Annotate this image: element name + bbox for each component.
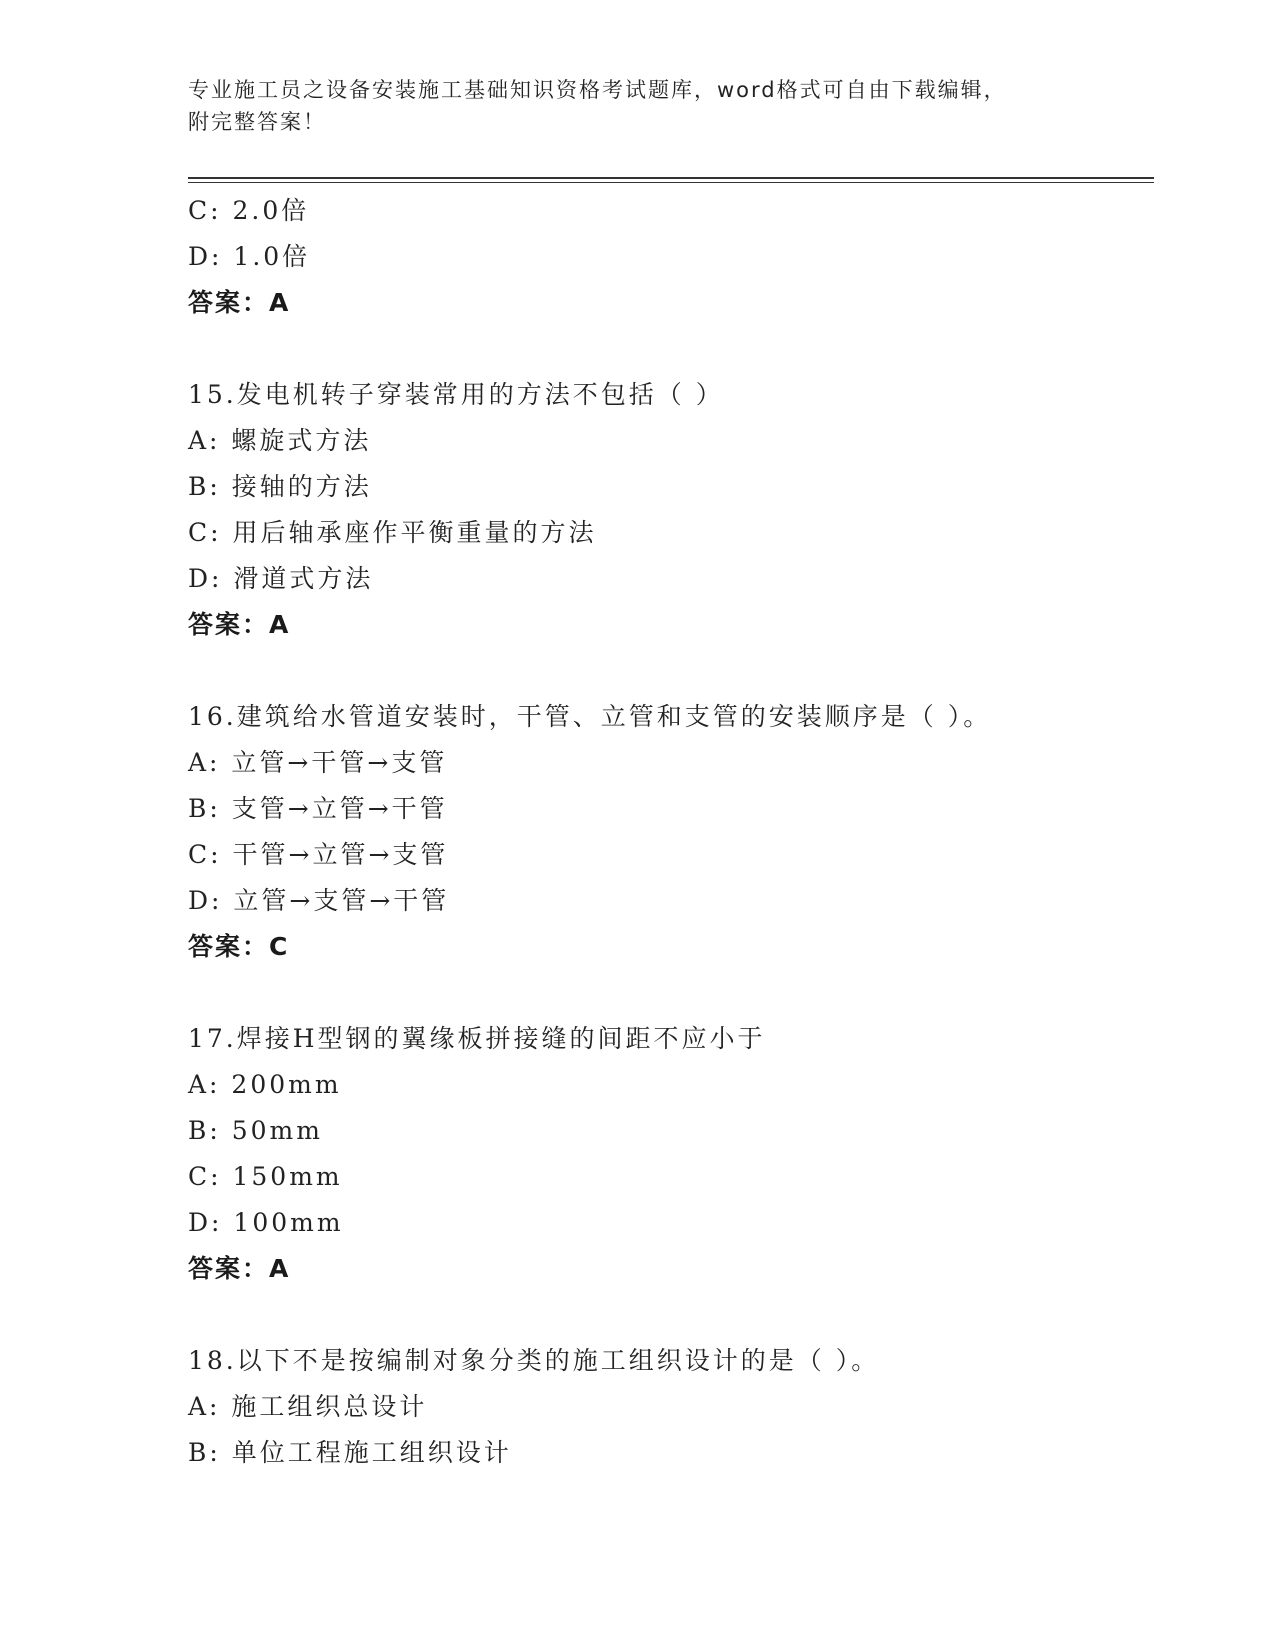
previous-question-tail <box>188 188 1154 326</box>
spacer <box>188 1292 1154 1338</box>
spacer <box>188 648 1154 694</box>
spacer <box>188 326 1154 372</box>
option-line: C: 2.0倍 <box>188 196 310 225</box>
option-line: B: 接轴的方法 <box>188 472 372 501</box>
option-line: C: 150mm <box>188 1162 343 1191</box>
question-stem: 16.建筑给水管道安装时，干管、立管和支管的安装顺序是（ ）。 <box>188 702 992 731</box>
option-line: A: 施工组织总设计 <box>188 1392 428 1421</box>
option-line: D: 滑道式方法 <box>188 564 374 593</box>
header-rule-thick <box>188 177 1154 179</box>
document-header <box>188 74 1088 138</box>
question-stem: 15.发电机转子穿装常用的方法不包括（ ） <box>188 380 724 409</box>
answer-line: 答案：C <box>188 932 290 961</box>
option-line: B: 支管→立管→干管 <box>188 794 448 823</box>
option-line: A: 螺旋式方法 <box>188 426 372 455</box>
option-line: A: 立管→干管→支管 <box>188 748 448 777</box>
document-body <box>188 188 1154 1476</box>
question-17 <box>188 1016 1154 1292</box>
option-line: D: 1.0倍 <box>188 242 311 271</box>
spacer <box>188 970 1154 1016</box>
question-16 <box>188 694 1154 970</box>
answer-line: 答案：A <box>188 1254 291 1283</box>
option-line: B: 50mm <box>188 1116 323 1145</box>
answer-line: 答案：A <box>188 610 291 639</box>
option-line: C: 用后轴承座作平衡重量的方法 <box>188 518 597 547</box>
question-stem: 18.以下不是按编制对象分类的施工组织设计的是（ ）。 <box>188 1346 880 1375</box>
header-title-line-2: 附完整答案！ <box>188 110 326 134</box>
question-15 <box>188 372 1154 648</box>
question-stem: 17.焊接H型钢的翼缘板拼接缝的间距不应小于 <box>188 1024 766 1053</box>
header-rule-thin <box>188 182 1154 183</box>
option-line: D: 100mm <box>188 1208 344 1237</box>
header-title-line-1: 专业施工员之设备安装施工基础知识资格考试题库，word格式可自由下载编辑， <box>188 78 1007 102</box>
answer-line: 答案：A <box>188 288 291 317</box>
option-line: C: 干管→立管→支管 <box>188 840 449 869</box>
option-line: A: 200mm <box>188 1070 342 1099</box>
question-18 <box>188 1338 1154 1476</box>
option-line: D: 立管→支管→干管 <box>188 886 450 915</box>
option-line: B: 单位工程施工组织设计 <box>188 1438 512 1467</box>
